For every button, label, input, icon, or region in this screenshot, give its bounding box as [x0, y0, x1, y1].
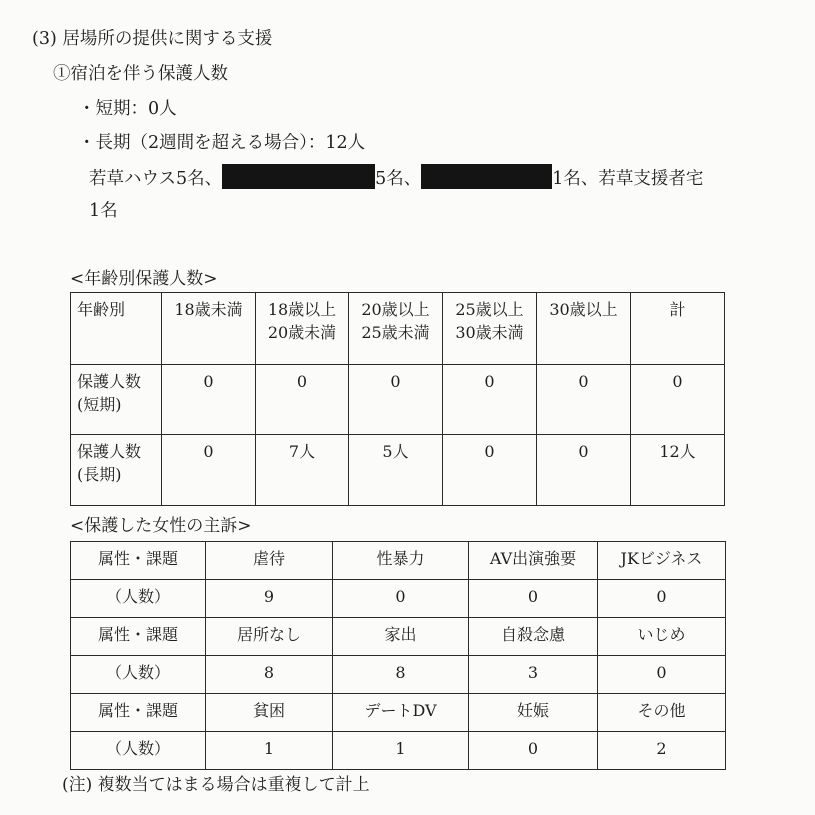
table-cell: 0: [598, 656, 726, 694]
facility-wakakusa-house: 若草ハウス5名、: [89, 169, 223, 189]
table-row: [71, 435, 725, 506]
table-cell: 1: [333, 732, 469, 770]
facilities-line-continued: 1名: [89, 201, 118, 221]
table-cell: 性暴力: [333, 542, 469, 580]
table-cell: 0: [443, 365, 537, 435]
table-cell: 家出: [333, 618, 469, 656]
count-label: （人数）: [71, 656, 206, 694]
table-cell: 貧困: [206, 694, 333, 732]
age-table: [70, 292, 725, 506]
table-cell: いじめ: [598, 618, 726, 656]
table-cell: 0: [631, 365, 725, 435]
table-cell: 0: [537, 435, 631, 506]
footnote: (注) 複数当てはまる場合は重複して計上: [62, 775, 370, 795]
table-header-cell: 年齢別: [71, 293, 162, 365]
table-header-cell: 30歳以上: [537, 293, 631, 365]
table-header-cell: 25歳以上 30歳未満: [443, 293, 537, 365]
table-cell: 居所なし: [206, 618, 333, 656]
table-row: [71, 732, 726, 770]
table-cell: 虐待: [206, 542, 333, 580]
subsection-heading: ①宿泊を伴う保護人数: [53, 64, 228, 84]
count-label: （人数）: [71, 732, 206, 770]
redaction-block: [222, 164, 375, 189]
table-cell: 0: [349, 365, 443, 435]
table-cell: 9: [206, 580, 333, 618]
category-label: 属性・課題: [71, 694, 206, 732]
count-label: （人数）: [71, 580, 206, 618]
table-row: [71, 365, 725, 435]
table-header-cell: 18歳以上 20歳未満: [256, 293, 349, 365]
table-cell: 0: [162, 365, 256, 435]
table-cell: JKビジネス: [598, 542, 726, 580]
age-table-header-row: [71, 293, 725, 365]
table-cell: 8: [333, 656, 469, 694]
row-label: 保護人数 (短期): [71, 365, 162, 435]
table-cell: 0: [469, 732, 598, 770]
table-cell: 5人: [349, 435, 443, 506]
table-cell: その他: [598, 694, 726, 732]
table-cell: 1: [206, 732, 333, 770]
facilities-line: [89, 164, 703, 191]
category-label: 属性・課題: [71, 618, 206, 656]
table-cell: AV出演強要: [469, 542, 598, 580]
category-label: 属性・課題: [71, 542, 206, 580]
section-heading: (3) 居場所の提供に関する支援: [32, 29, 273, 49]
table-cell: 0: [443, 435, 537, 506]
long-term-count: ・長期（2週間を超える場合）：12人: [78, 133, 366, 153]
table-cell: 0: [537, 365, 631, 435]
table-cell: 0: [162, 435, 256, 506]
complaint-table-caption: <保護した女性の主訴>: [70, 516, 252, 536]
short-term-count: ・短期：0人: [78, 99, 177, 119]
table-cell: 7人: [256, 435, 349, 506]
table-row: [71, 542, 726, 580]
complaint-table: [70, 541, 726, 770]
table-cell: デートDV: [333, 694, 469, 732]
table-header-cell: 18歳未満: [162, 293, 256, 365]
table-row: [71, 618, 726, 656]
table-row: [71, 656, 726, 694]
redaction-block: [421, 164, 552, 189]
table-cell: 12人: [631, 435, 725, 506]
table-cell: 8: [206, 656, 333, 694]
table-cell: 妊娠: [469, 694, 598, 732]
table-header-cell: 計: [631, 293, 725, 365]
table-cell: 0: [598, 580, 726, 618]
table-cell: 2: [598, 732, 726, 770]
table-row: [71, 580, 726, 618]
facility-redacted-2-count: 1名、若草支援者宅: [552, 169, 704, 189]
table-cell: 0: [256, 365, 349, 435]
facility-redacted-1-count: 5名、: [375, 169, 422, 189]
table-row: [71, 694, 726, 732]
table-cell: 0: [333, 580, 469, 618]
row-label: 保護人数 (長期): [71, 435, 162, 506]
table-cell: 3: [469, 656, 598, 694]
age-table-caption: <年齢別保護人数>: [70, 269, 218, 289]
table-header-cell: 20歳以上 25歳未満: [349, 293, 443, 365]
table-cell: 0: [469, 580, 598, 618]
table-cell: 自殺念慮: [469, 618, 598, 656]
